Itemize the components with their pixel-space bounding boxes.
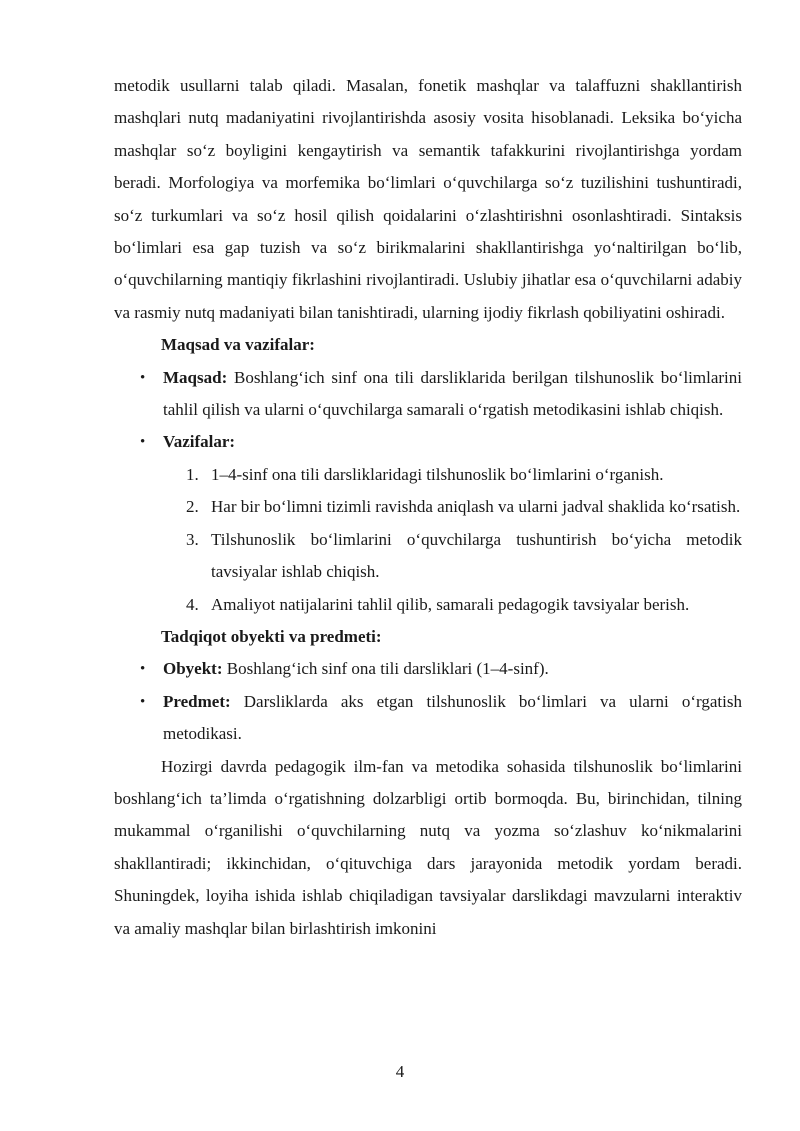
task-item bbox=[114, 459, 742, 491]
task-number: 3. bbox=[186, 529, 199, 549]
document-page bbox=[114, 70, 742, 945]
task-item bbox=[114, 524, 742, 589]
object-list bbox=[114, 653, 742, 750]
goals-heading: Maqsad va vazifalar: bbox=[161, 335, 315, 355]
goals-list bbox=[114, 362, 742, 459]
task-number: 2. bbox=[186, 497, 199, 517]
tasks-item bbox=[114, 426, 742, 458]
object-label: Obyekt: bbox=[163, 659, 223, 679]
subject-text: Darsliklarda aks etgan tilshunoslik bo‘limlari va ularni o‘rgatish metodikasi. bbox=[163, 691, 742, 744]
object-heading: Tadqiqot obyekti va predmeti: bbox=[161, 626, 382, 646]
closing-paragraph: Hozirgi davrda pedagogik ilm-fan va metodika sohasida tilshunoslik bo‘limlarini boshlang‘ich ta’limda o‘rgatishning dolzarbligi ortib bormoqda. Bu, birinchidan, tilning mukammal o‘rganilishi o‘quvchilarning nutq va yozma so‘zlashuv ko‘nikmalarini shakllantiradi; ikkinchidan, o‘qituvchiga dars jarayonida metodik yordam beradi. Shuningdek, loyiha ishida ishlab chiqiladigan tavsiyalar darslikdagi mavzularni interaktiv va amaliy mashqlar bilan birlashtirish imkonini bbox=[114, 756, 742, 938]
object-item bbox=[114, 653, 742, 685]
task-text: Amaliyot natijalarini tahlil qilib, samarali pedagogik tavsiyalar berish. bbox=[211, 594, 690, 614]
goal-label: Maqsad: bbox=[163, 367, 228, 387]
task-number: 4. bbox=[186, 594, 199, 614]
tasks-list bbox=[114, 459, 742, 621]
object-text: Boshlang‘ich sinf ona tili darsliklari (1–4-sinf). bbox=[222, 659, 549, 679]
subject-label: Predmet: bbox=[163, 691, 231, 711]
goal-text: Boshlang‘ich sinf ona tili darsliklarida berilgan tilshunoslik bo‘limlarini tahlil qilish va ularni o‘quvchilarga samarali o‘rgatish metodikasini ishlab chiqish. bbox=[163, 367, 742, 420]
subject-item bbox=[114, 686, 742, 751]
task-number: 1. bbox=[186, 464, 199, 484]
tasks-label: Vazifalar: bbox=[163, 432, 236, 452]
task-item bbox=[114, 589, 742, 621]
intro-paragraph: metodik usullarni talab qiladi. Masalan, fonetik mashqlar va talaffuzni shakllantirish mashqlari nutq madaniyatini rivojlantirishda asosiy vosita hisoblanadi. Leksika bo‘yicha mashqlar so‘z boyligini kengaytirish va semantik tafakkurini rivojlantirishga yordam beradi. Morfologiya va morfemika bo‘limlari o‘quvchilarga so‘z tuzilishini tushuntiradi, so‘z turkumlari va so‘z hosil qilish qoidalarini o‘zlashtirishni osonlashtiradi. Sintaksis bo‘limlari esa gap tuzish va so‘z birikmalarini shakllantirishga yo‘naltirilgan bo‘lib, o‘quvchilarning mantiqiy fikrlashini rivojlantiradi. Uslubiy jihatlar esa o‘quvchilarni adabiy va rasmiy nutq madaniyati bilan tanishtiradi, ularning ijodiy fikrlash qobiliyatini oshiradi. bbox=[114, 76, 742, 322]
page-number: 4 bbox=[395, 1062, 405, 1081]
task-text: Tilshunoslik bo‘limlarini o‘quvchilarga tushuntirish bo‘yicha metodik tavsiyalar ishlab chiqish. bbox=[211, 529, 742, 582]
task-item bbox=[114, 491, 742, 523]
task-text: 1–4-sinf ona tili darsliklaridagi tilshunoslik bo‘limlarini o‘rganish. bbox=[211, 464, 664, 484]
task-text: Har bir bo‘limni tizimli ravishda aniqlash va ularni jadval shaklida ko‘rsatish. bbox=[211, 497, 741, 517]
goal-item bbox=[114, 362, 742, 427]
